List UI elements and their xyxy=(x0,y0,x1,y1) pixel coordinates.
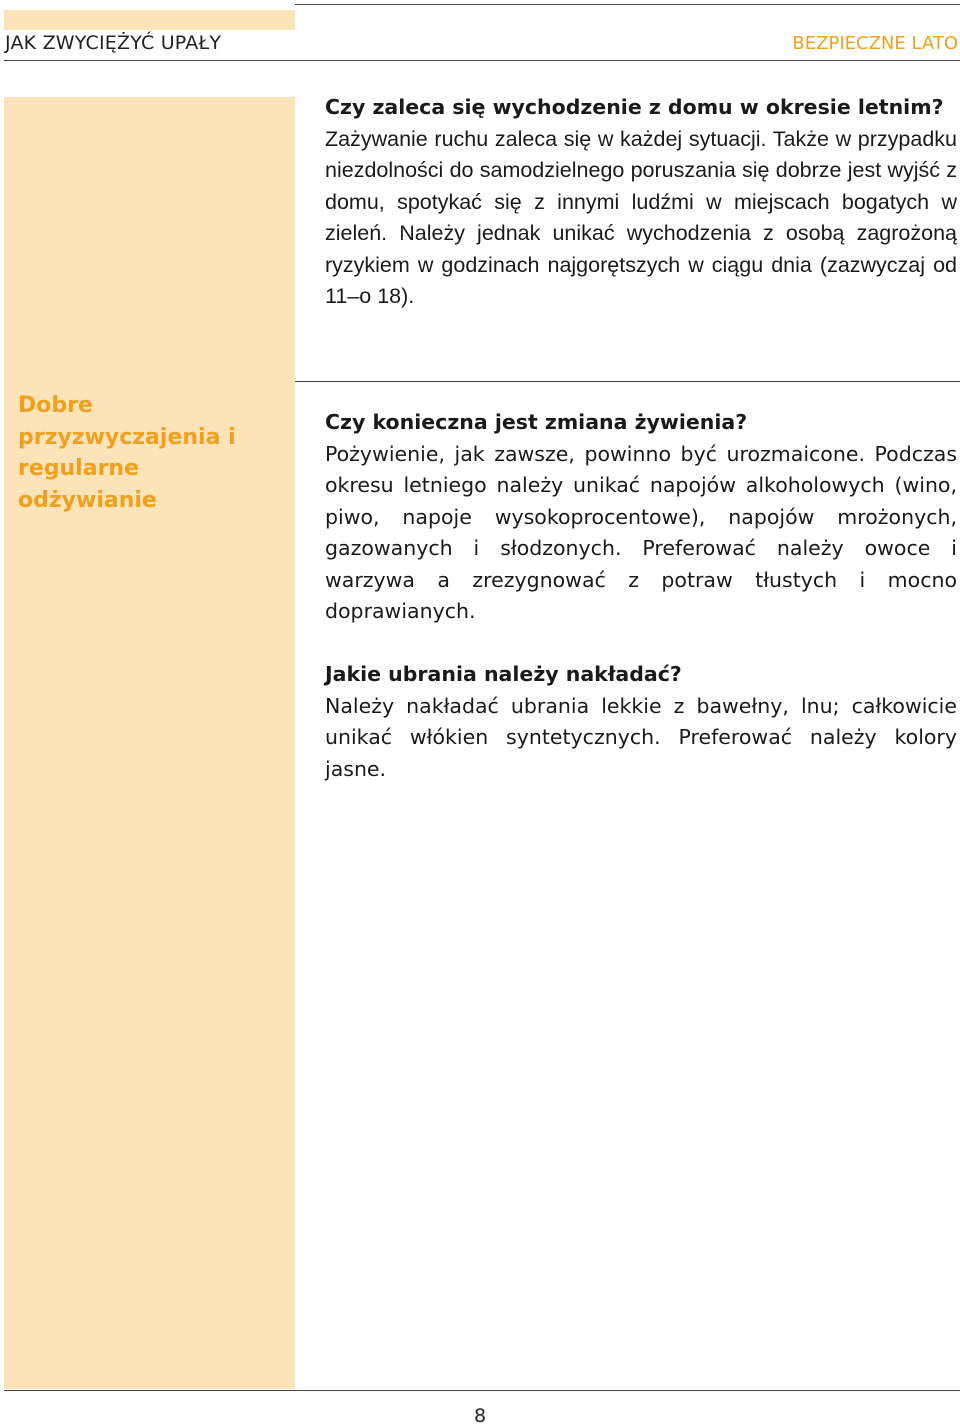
sidebar-title-line: regularne xyxy=(18,456,139,481)
page-number: 8 xyxy=(473,1405,487,1427)
sidebar-title-line: odżywianie xyxy=(18,487,157,513)
faq-question: Czy zaleca się wychodzenie z domu w okresie letnim? xyxy=(325,95,944,119)
header-accent-tab xyxy=(4,10,295,30)
footer-rule xyxy=(4,1390,960,1391)
faq-section-going-out xyxy=(325,92,957,313)
faq-section-clothing xyxy=(325,659,957,785)
faq-answer: Zażywanie ruchu zaleca się w każdej sytuacji. Także w przypadku niezdolności do samodzielnego poruszania się dobrze jest wyjść z domu, spotykać się z innymi ludźmi w miejscach bogatych w zieleń. Należy jednak unikać wychodzenia z osobą zagrożoną ryzykiem w godzinach najgorętszych w ciągu dnia (zazwyczaj od 11–o 18). xyxy=(325,126,957,308)
sidebar-section-title xyxy=(18,390,278,516)
sidebar-title-line: przyzwyczajenia i xyxy=(18,424,236,450)
faq-question: Jakie ubrania należy nakładać? xyxy=(325,662,682,686)
faq-answer: Należy nakładać ubrania lekkie z bawełny, lnu; całkowicie unikać włókien syntetycznych. Preferować należy kolory jasne. xyxy=(325,693,957,781)
running-header-title: JAK ZWYCIĘŻYĆ UPAŁY xyxy=(5,32,222,54)
header-rule xyxy=(4,60,960,61)
section-divider xyxy=(295,381,960,382)
faq-answer: Pożywienie, jak zawsze, powinno być urozmaicone. Podczas okresu letniego należy unikać napojów alkoholowych (wino, piwo, napoje wysokoprocentowe), napojów mrożonych, gazowanych i słodzonych. Preferować należy owoce i warzywa a zrezygnować z potraw tłustych i mocno doprawianych. xyxy=(325,441,957,623)
sidebar-panel xyxy=(4,97,295,1389)
faq-question: Czy konieczna jest zmiana żywienia? xyxy=(325,410,748,434)
faq-section-nutrition xyxy=(325,407,957,628)
top-rule xyxy=(295,4,960,5)
running-header-section: BEZPIECZNE LATO xyxy=(792,33,958,54)
sidebar-title-line: Dobre xyxy=(18,393,93,418)
